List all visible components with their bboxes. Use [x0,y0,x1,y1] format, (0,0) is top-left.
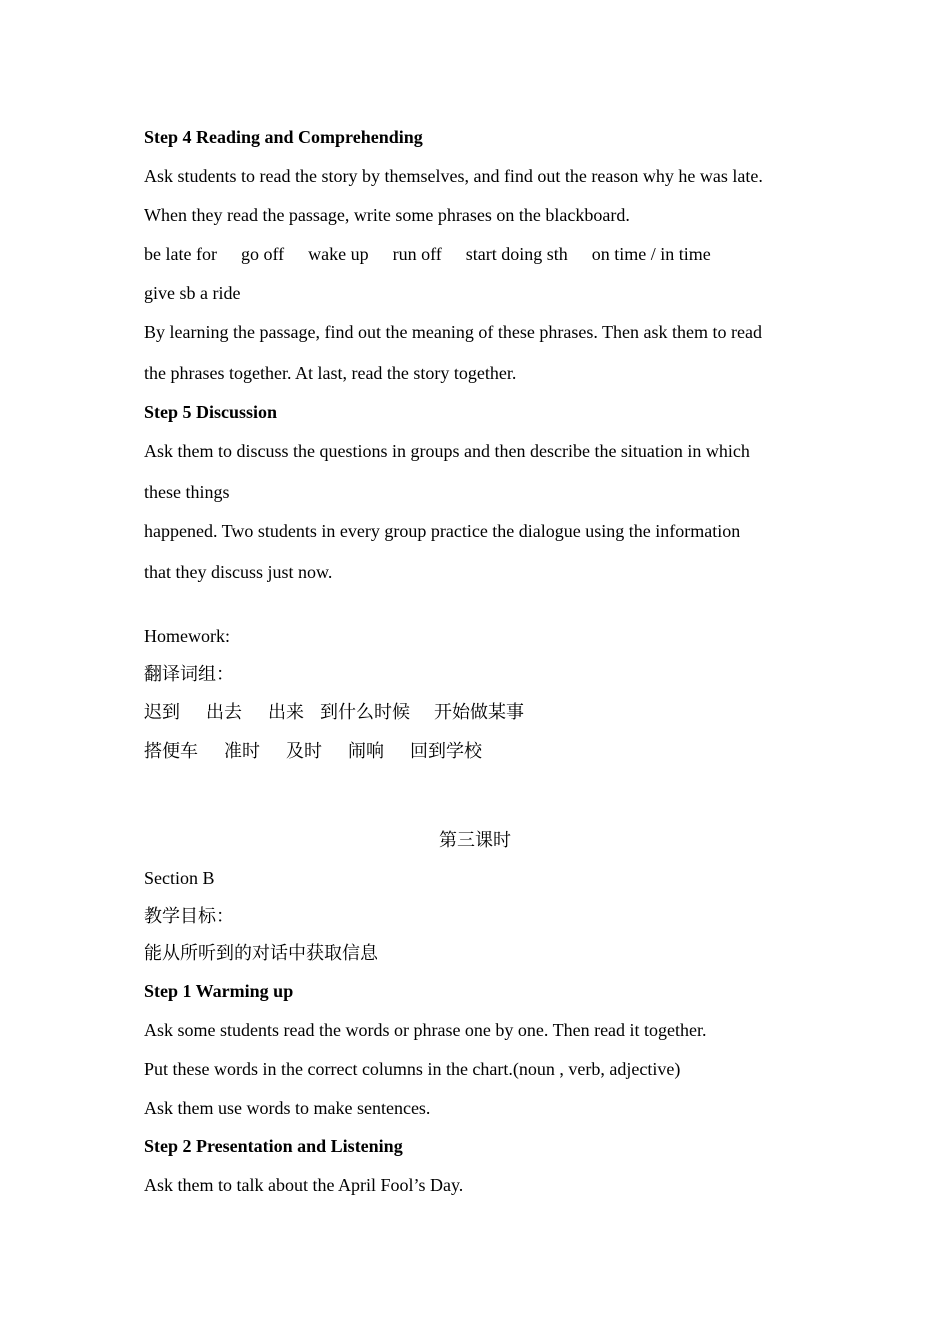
section-label: Section B [144,868,215,888]
step5-heading: Step 5 Discussion [144,402,278,422]
homework-label: Homework: [144,626,230,646]
step5-paragraph-2: these things [144,482,230,502]
phrase-item: run off [392,244,442,264]
phrase-list [144,243,711,265]
homework-phrase: 准时 [224,741,260,761]
homework-phrase: 迟到 [144,702,180,722]
step1-paragraph-2: Put these words in the correct columns in the chart.(noun , verb, adjective) [144,1059,681,1079]
step4-paragraph-4: the phrases together. At last, read the story together. [144,363,517,383]
phrase-item: be late for [144,244,217,264]
homework-phrase: 闹响 [348,741,384,761]
homework-phrase: 回到学校 [410,741,482,761]
step1-paragraph-3: Ask them use words to make sentences. [144,1098,431,1118]
phrase-item-last: give sb a ride [144,283,241,303]
homework-row-1 [144,701,524,723]
phrase-item: on time / in time [591,244,711,264]
phrase-item: start doing sth [465,244,568,264]
lesson-title: 第三课时 [439,830,511,850]
step5-paragraph-3: happened. Two students in every group practice the dialogue using the information [144,521,741,541]
phrase-item: go off [240,244,285,264]
phrase-item: wake up [308,244,369,264]
step5-paragraph-4: that they discuss just now. [144,562,333,582]
step2-heading: Step 2 Presentation and Listening [144,1136,403,1156]
step4-paragraph-2: When they read the passage, write some phrases on the blackboard. [144,205,630,225]
step1-heading: Step 1 Warming up [144,981,294,1001]
homework-task: 翻译词组： [144,664,234,684]
homework-phrase: 出去 [206,702,242,722]
homework-phrase: 开始做某事 [434,702,524,722]
homework-phrase: 出来 [268,702,304,722]
objective-label: 教学目标： [144,906,234,926]
step4-heading: Step 4 Reading and Comprehending [144,127,423,147]
step2-paragraph-1: Ask them to talk about the April Fool’s Day. [144,1175,464,1195]
homework-phrase: 及时 [286,741,322,761]
step5-paragraph-1: Ask them to discuss the questions in groups and then describe the situation in which [144,441,750,461]
step4-paragraph-3: By learning the passage, find out the meaning of these phrases. Then ask them to read [144,322,762,342]
homework-phrase: 到什么时候 [320,702,410,722]
objective-text: 能从所听到的对话中获取信息 [144,943,378,963]
homework-phrase: 搭便车 [144,741,198,761]
step4-paragraph-1: Ask students to read the story by themselves, and find out the reason why he was late. [144,166,763,186]
homework-row-2 [144,740,482,762]
step1-paragraph-1: Ask some students read the words or phrase one by one. Then read it together. [144,1020,707,1040]
